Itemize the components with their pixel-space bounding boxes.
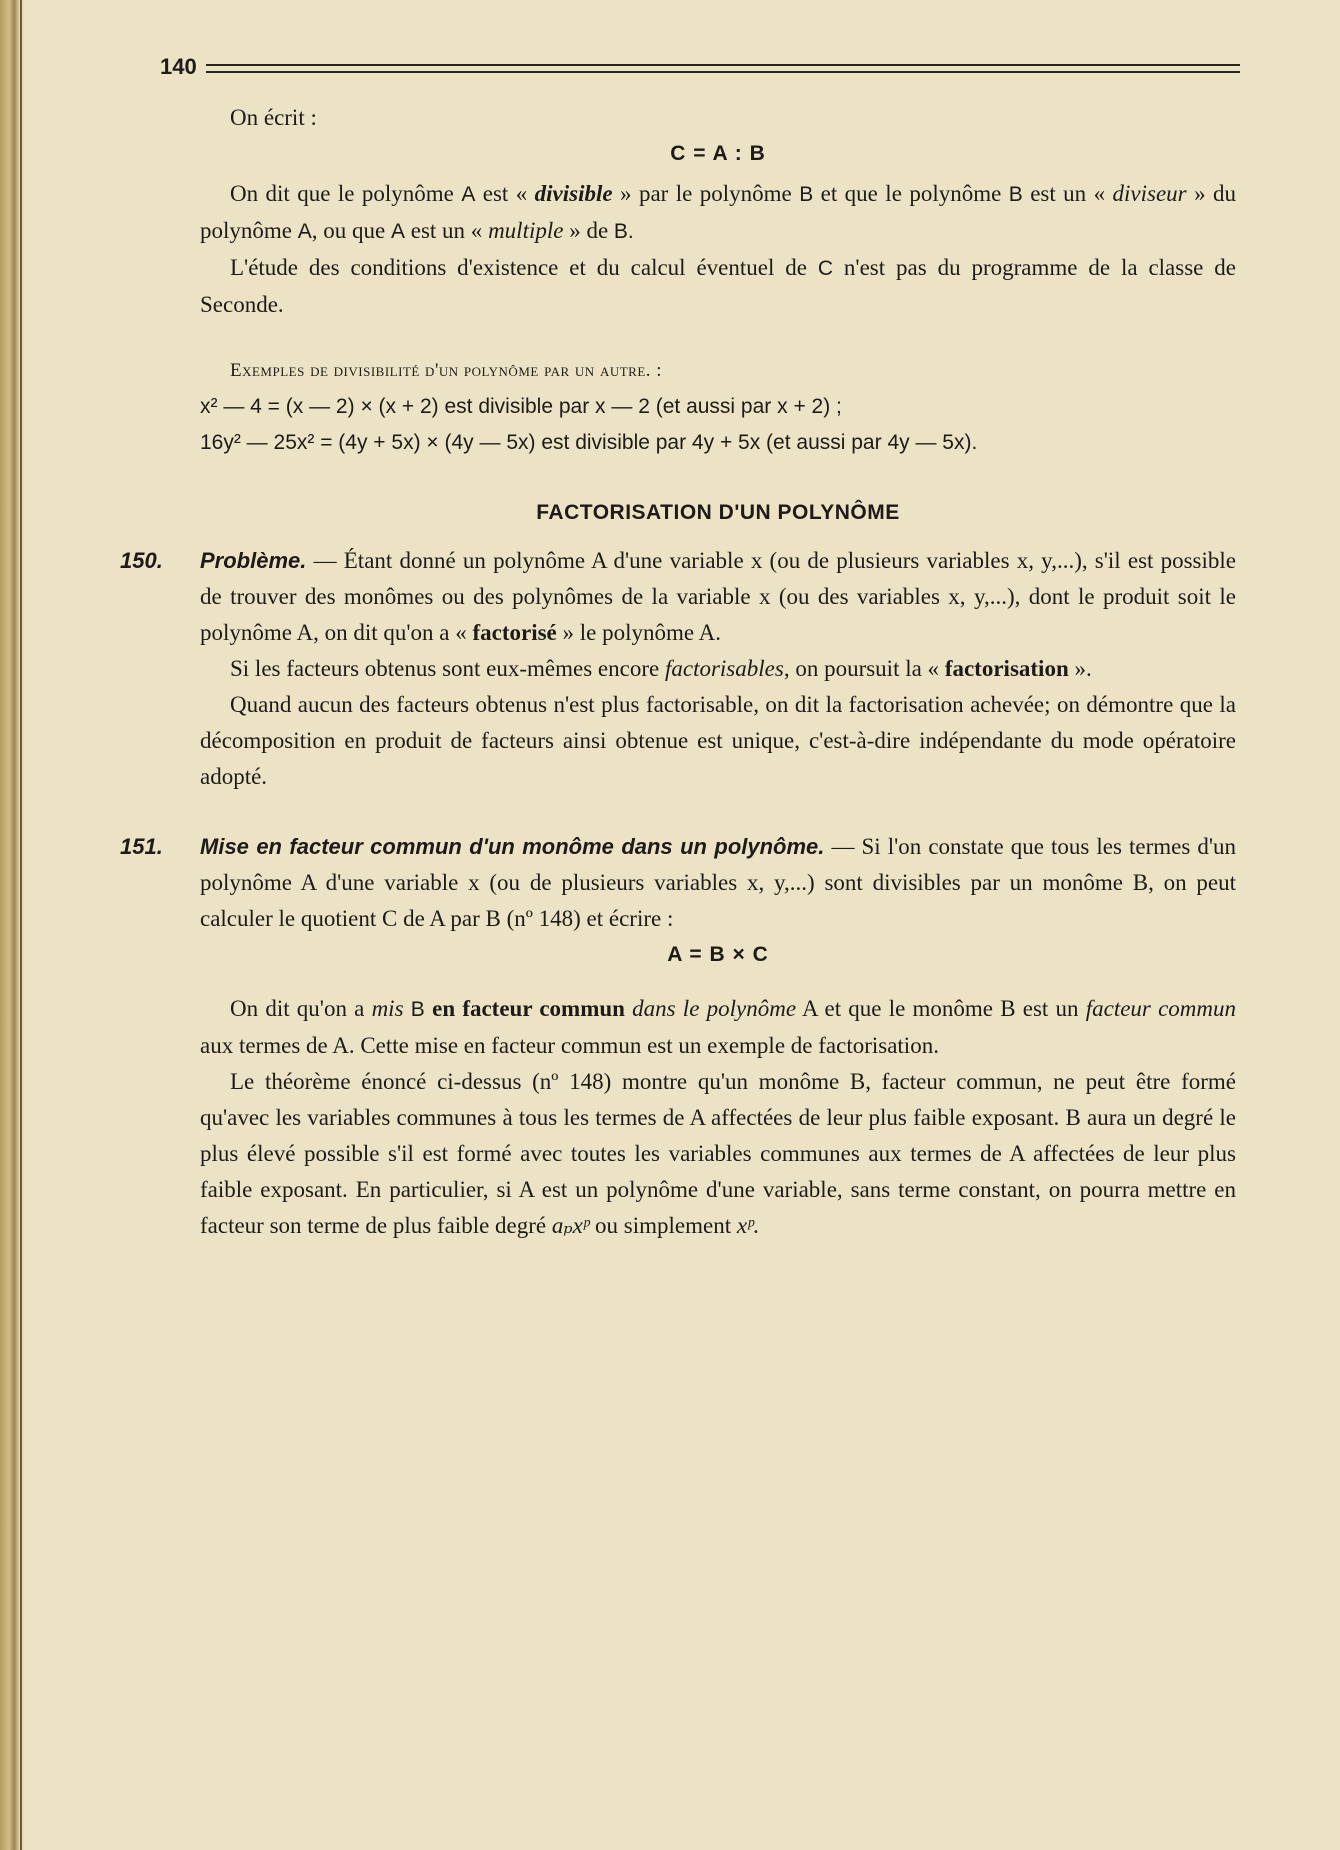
on-ecrit-line: On écrit :: [230, 105, 317, 130]
section-151-paragraph-2: On dit qu'on a mis B en facteur commun dans le polynôme A et que le monôme B est un facteur commun aux termes de A. Cette mise en facteur commun est un exemple de factorisation.: [200, 996, 1236, 1058]
section-title: FACTORISATION D'UN POLYNÔME: [536, 501, 900, 524]
formula-c-equals-a-div-b: C = A : B: [670, 142, 766, 165]
binding-edge: [20, 0, 22, 1850]
section-150-paragraph-3: Quand aucun des facteurs obtenus n'est plus factorisable, on dit la factorisation achevée; on démontre que la décomposition en produit de facteurs ainsi obtenue est unique, c'est-à-dire indépendante du mode opératoire adopté.: [200, 692, 1236, 789]
section-150: [120, 543, 1236, 795]
example-2: 16y² — 25x² = (4y + 5x) × (4y — 5x) est divisible par 4y + 5x (et aussi par 4y — 5x).: [200, 431, 978, 454]
example-1: x² — 4 = (x — 2) × (x + 2) est divisible par x — 2 (et aussi par x + 2) ;: [200, 395, 842, 418]
page-number: 140: [160, 54, 197, 79]
section-151-number: 151.: [120, 834, 163, 859]
section-150-paragraph-2: Si les facteurs obtenus sont eux-mêmes encore factorisables, on poursuit la « factorisation ».: [230, 656, 1092, 681]
section-150-number: 150.: [120, 548, 163, 573]
examples-title: Exemples de divisibilité d'un polynôme par un autre. :: [230, 360, 663, 381]
header-double-rule: [206, 64, 1240, 73]
page-header: [160, 48, 1240, 88]
section-150-paragraph-1: Problème. — Étant donné un polynôme A d'une variable x (ou de plusieurs variables x, y,...), s'il est possible de trouver des monômes ou des polynômes de la variable x (ou des variables x, y,...), dont le produit soit le polynôme A, on dit qu'on a « factorisé » le polynôme A.: [200, 548, 1236, 645]
divisible-paragraph: On dit que le polynôme A est « divisible » par le polynôme B et que le polynôme B est un « diviseur » du polynôme A, ou que A est un « multiple » de B.: [200, 181, 1236, 243]
existence-paragraph: L'étude des conditions d'existence et du calcul éventuel de C n'est pas du programme de la classe de Seconde.: [200, 255, 1236, 317]
formula-a-equals-b-times-c: A = B × C: [667, 943, 769, 966]
section-151-paragraph-3: Le théorème énoncé ci-dessus (nº 148) montre qu'un monôme B, facteur commun, ne peut être formé qu'avec les variables communes à tous les termes de A affectées de leur plus faible exposant. B aura un degré le plus élevé possible s'il est formé avec toutes les variables communes aux termes de A affectées de leur plus faible exposant. En particulier, si A est un polynôme d'une variable, sans terme constant, on pourra mettre en facteur son terme de plus faible degré aₚxᵖ ou simplement xᵖ.: [200, 1069, 1236, 1238]
section-151: [120, 829, 1236, 1244]
section-151-paragraph-1: Mise en facteur commun d'un monôme dans un polynôme. — Si l'on constate que tous les termes d'un polynôme A d'une variable x (ou de plusieurs variables x, y,...) sont divisibles par un monôme B, on peut calculer le quotient C de A par B (nº 148) et écrire :: [200, 834, 1236, 931]
page-content: [120, 100, 1236, 1244]
book-binding: [0, 0, 26, 1850]
page: [120, 40, 1240, 1820]
